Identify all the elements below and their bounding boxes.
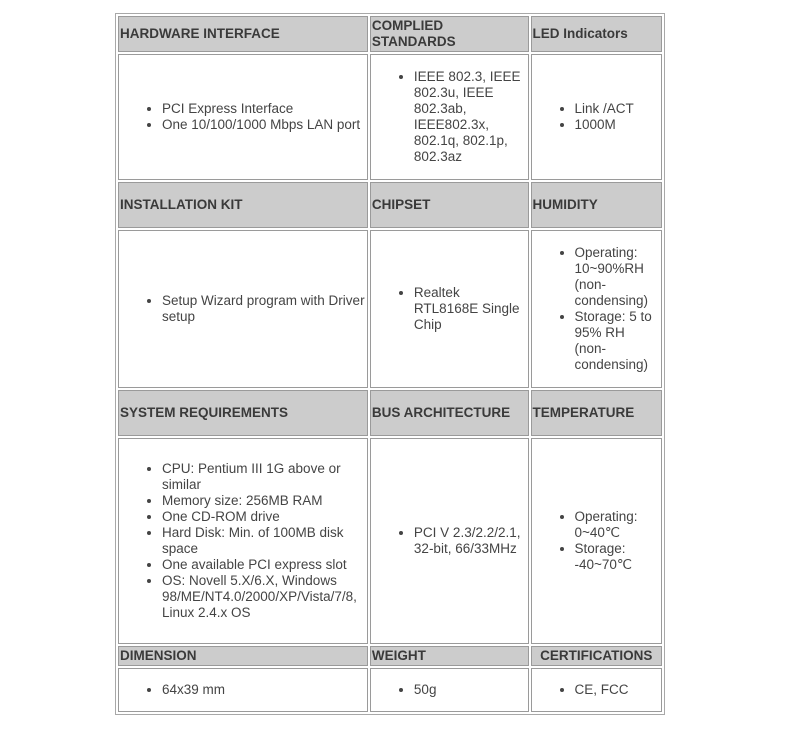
list-item: • 50g [414, 682, 527, 698]
section-header-row [118, 182, 662, 228]
cell-installation-kit [118, 230, 368, 388]
list-item: • One 10/100/1000 Mbps LAN port [162, 117, 366, 133]
section-content-row [118, 668, 662, 712]
header-installation-kit: INSTALLATION KIT [118, 182, 368, 228]
list-item: • Operating: 10~90%RH (non-condensing) [575, 245, 661, 309]
list-item: • CE, FCC [575, 682, 661, 698]
list-item: • 64x39 mm [162, 682, 366, 698]
list-item: • Memory size: 256MB RAM [162, 493, 366, 509]
list-item: • OS: Novell 5.X/6.X, Windows 98/ME/NT4.0/2000/XP/Vista/7/8, Linux 2.4.x OS [162, 573, 366, 621]
cell-temperature [531, 438, 663, 644]
list-item: • Hard Disk: Min. of 100MB disk space [162, 525, 366, 557]
header-bus-architecture: BUS ARCHITECTURE [370, 390, 529, 436]
cell-certifications [531, 668, 663, 712]
section-header-row [118, 646, 662, 666]
cell-chipset [370, 230, 529, 388]
header-humidity: HUMIDITY [531, 182, 663, 228]
list-item: • 1000M [575, 117, 661, 133]
section-header-row [118, 390, 662, 436]
header-hardware-interface: HARDWARE INTERFACE [118, 16, 368, 52]
section-content-row [118, 54, 662, 180]
list-item: • One CD-ROM drive [162, 509, 366, 525]
header-temperature: TEMPERATURE [531, 390, 663, 436]
header-certifications: CERTIFICATIONS [531, 646, 663, 666]
list-item: • One available PCI express slot [162, 557, 366, 573]
cell-bus-architecture [370, 438, 529, 644]
list-item: • Storage: 5 to 95% RH (non-condensing) [575, 309, 661, 373]
list-item: • PCI Express Interface [162, 101, 366, 117]
cell-system-requirements [118, 438, 368, 644]
section-header-row [118, 16, 662, 52]
cell-humidity [531, 230, 663, 388]
section-content-row [118, 230, 662, 388]
header-chipset: CHIPSET [370, 182, 529, 228]
header-complied-standards: COMPLIED STANDARDS [370, 16, 529, 52]
header-system-requirements: SYSTEM REQUIREMENTS [118, 390, 368, 436]
list-item: • Storage: -40~70℃ [575, 541, 661, 573]
list-item: • Link /ACT [575, 101, 661, 117]
list-item: • Operating: 0~40℃ [575, 509, 661, 541]
cell-complied-standards [370, 54, 529, 180]
cell-weight [370, 668, 529, 712]
specifications-table [115, 13, 665, 715]
list-item: • IEEE 802.3, IEEE 802.3u, IEEE 802.3ab, IEEE802.3x, 802.1q, 802.1p, 802.3az [414, 69, 527, 165]
section-content-row [118, 438, 662, 644]
header-led-indicators: LED Indicators [531, 16, 663, 52]
list-item: • Realtek RTL8168E Single Chip [414, 285, 527, 333]
header-weight: WEIGHT [370, 646, 529, 666]
list-item: • Setup Wizard program with Driver setup [162, 293, 366, 325]
list-item: • CPU: Pentium III 1G above or similar [162, 461, 366, 493]
cell-hardware-interface [118, 54, 368, 180]
cell-dimension [118, 668, 368, 712]
cell-led-indicators [531, 54, 663, 180]
list-item: • PCI V 2.3/2.2/2.1, 32-bit, 66/33MHz [414, 525, 527, 557]
header-dimension: DIMENSION [118, 646, 368, 666]
